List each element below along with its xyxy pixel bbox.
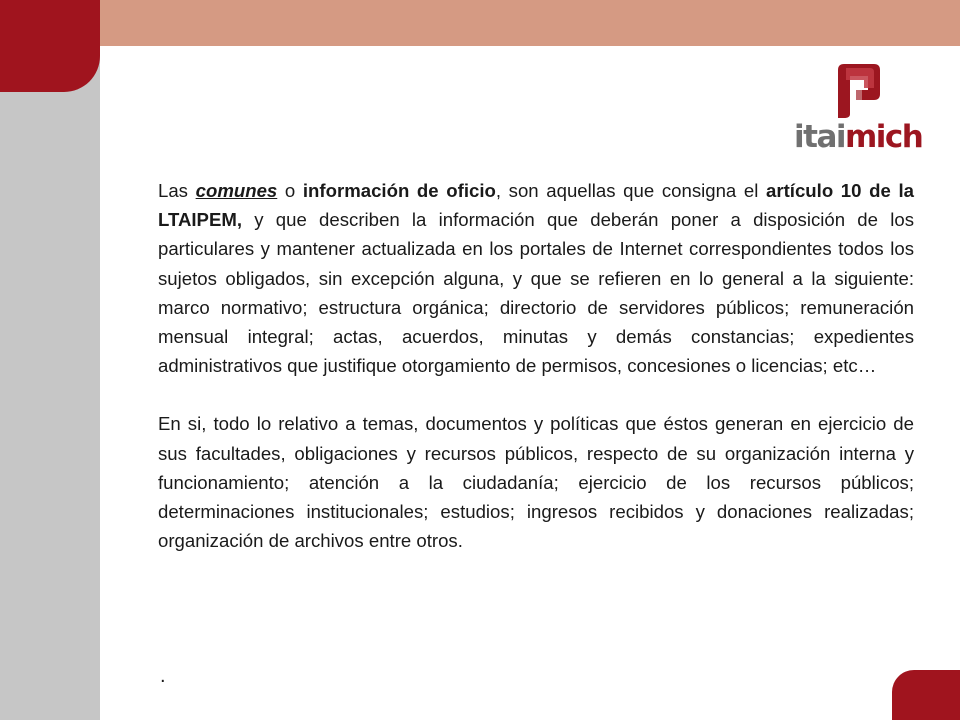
bottom-right-red-corner	[892, 670, 960, 720]
text-segment: y que describen la información que deberán poner a disposición de los particulares y mantener actualizada en los portales de Internet correspondientes todos los sujetos obligados, sin excepción alguna, y que se refieren en lo general a la siguiente: marco normativo; estructura orgánica; directorio de servidores públicos; remuneración mensual integral; actas, acuerdos, minutas y demás constancias; expedientes administrativos que justifique otorgamiento de permisos, concesiones o licencias; etc…	[158, 209, 914, 377]
bold-articulo-10: artículo 10 de la LTAIPEM,	[158, 180, 914, 231]
logo-text-itai: itai	[794, 119, 845, 155]
paragraph-2	[158, 409, 914, 555]
text-segment: , son aquellas que consigna el	[495, 180, 767, 201]
left-decorative-band	[0, 0, 100, 720]
itaimich-logo-mark-icon	[830, 60, 886, 120]
text-segment: Las	[158, 180, 196, 201]
body-text	[158, 176, 914, 555]
trailing-dot: .	[160, 665, 166, 687]
top-left-red-corner	[0, 0, 100, 92]
emphasis-comunes: comunes	[195, 180, 278, 201]
text-segment: En si, todo lo relativo a temas, documentos y políticas que éstos generan en ejercicio de sus facultades, obligaciones y recursos públicos, respecto de su organización interna y funcionamiento; atención a la ciudadanía; ejercicio de los recursos públicos; determinaciones institucionales; estudios; ingresos recibidos y donaciones realizadas; organización de archivos entre otros.	[158, 413, 914, 552]
logo-text-mich: mich	[845, 119, 923, 155]
logo-wordmark	[794, 120, 922, 154]
paragraph-1	[158, 176, 914, 380]
text-segment: o	[277, 180, 303, 201]
bold-informacion-de-oficio: información de oficio	[302, 180, 496, 201]
itaimich-logo	[794, 56, 922, 156]
top-decorative-band	[0, 0, 960, 46]
